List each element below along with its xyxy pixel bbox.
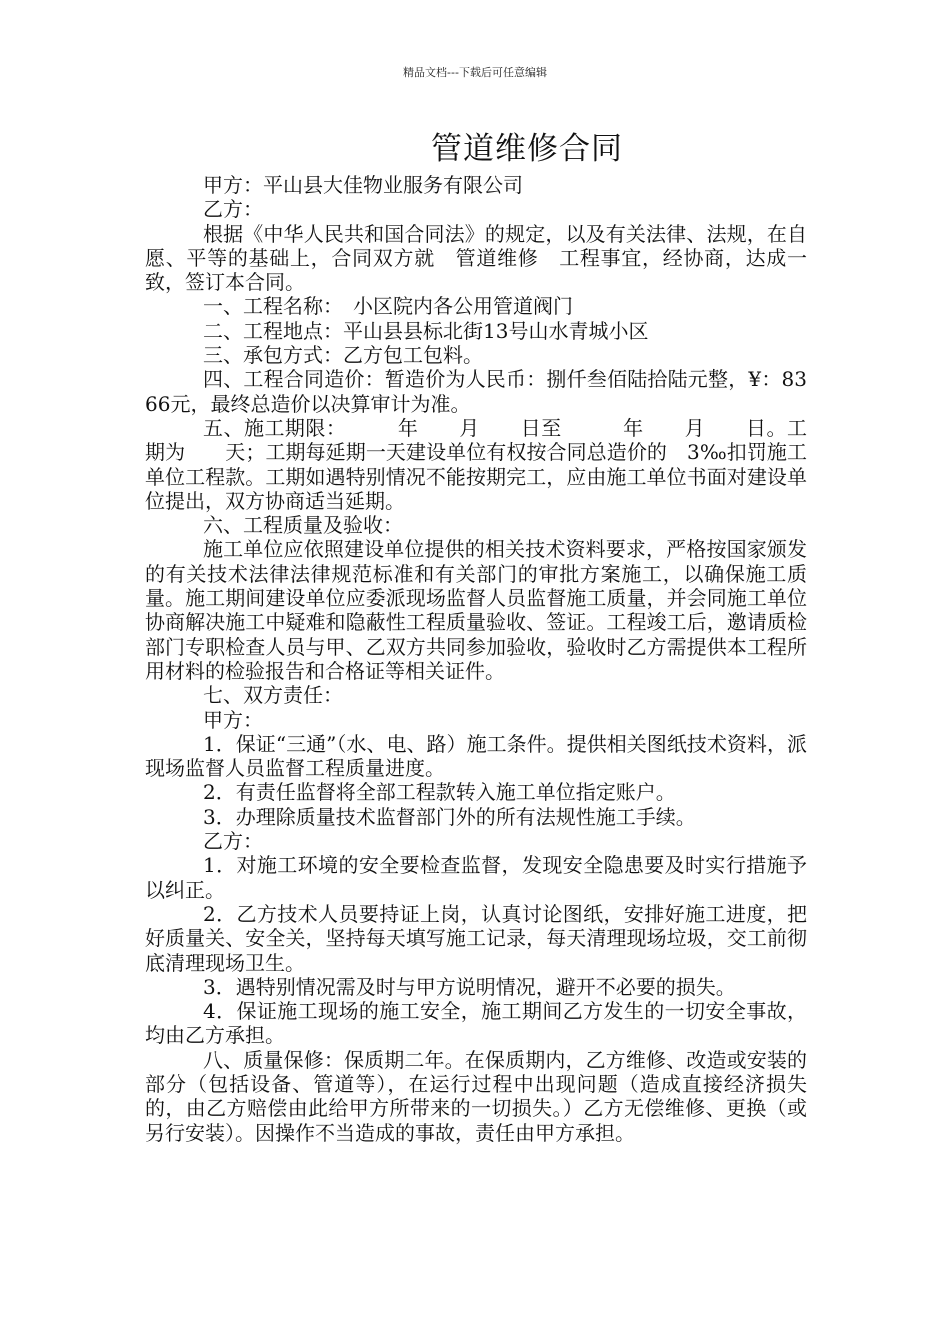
party-a-item-3: 3．办理除质量技术监督部门外的所有法规性施工手续。 (203, 804, 696, 829)
page-header-note: 精品文档---下载后可任意编辑 (403, 66, 547, 79)
clause-quality-body: 施工单位应依照建设单位提供的相关技术资料要求，严格按国家颁发的有关技术法律法律规范标准和有关部门的审批方案施工，以确保施工质量。施工期间建设单位应委派现场监督人员监督施工质量，并会同施工单位协商解决施工中疑难和隐蔽性工程质量验收、签证。工程竣工后，邀请质检部门专职检查人员与甲、乙双方共同参加验收，验收时乙方需提供本工程所用材料的检验报告和合格证等相关证件。 (145, 537, 807, 683)
party-b-line: 乙方： (203, 197, 263, 222)
contract-body (145, 173, 807, 1145)
party-b-item-4: 4．保证施工现场的施工安全，施工期间乙方发生的一切安全事故，均由乙方承担。 (145, 999, 807, 1048)
clause-construction-period: 五、施工期限： 年 月 日至 年 月 日。工期为 天；工期每延期一天建设单位有权按合同总造价的 3‰扣罚施工单位工程款。工期如遇特别情况不能按期完工，应由施工单位书面对建设单位提出，双方协商适当延期。 (145, 415, 807, 513)
clause-quality-heading: 六、工程质量及验收： (203, 513, 403, 538)
party-a-item-2: 2．有责任监督将全部工程款转入施工单位指定账户。 (203, 780, 676, 805)
party-a-line: 甲方：平山县大佳物业服务有限公司 (203, 173, 523, 197)
party-b-item-3: 3．遇特别情况需及时与甲方说明情况，避开不必要的损失。 (203, 974, 736, 999)
clause-contract-price: 四、工程合同造价：暂造价为人民币：捌仟叁佰陆拾陆元整，¥：8366元，最终总造价以决算审计为准。 (145, 367, 807, 416)
party-b-item-1: 1．对施工环境的安全要检查监督，发现安全隐患要及时实行措施予以纠正。 (145, 853, 807, 902)
party-b-item-2: 2．乙方技术人员要持证上岗，认真讨论图纸，安排好施工进度，把好质量关、安全关，坚持每天填写施工记录，每天清理现场垃圾，交工前彻底清理现场卫生。 (145, 901, 807, 975)
clause-project-name: 一、工程名称： 小区院内各公用管道阀门 (203, 294, 573, 319)
party-b-subheading: 乙方： (203, 829, 263, 854)
party-a-item-1: 1．保证“三通”（水、电、路）施工条件。提供相关图纸技术资料，派现场监督人员监督工程质量进度。 (145, 731, 807, 781)
clause-project-location: 二、工程地点：平山县县标北街13号山水青城小区 (203, 318, 649, 343)
document-title: 管道维修合同 (431, 131, 623, 167)
party-a-subheading: 甲方： (203, 707, 263, 732)
clause-warranty: 八、质量保修：保质期二年。在保质期内，乙方维修、改造或安装的部分（包括设备、管道等），在运行过程中出现问题（造成直接经济损失的，由乙方赔偿由此给甲方所带来的一切损失。）乙方无偿维修、更换（或另行安装）。因操作不当造成的事故，责任由甲方承担。 (145, 1047, 807, 1145)
clause-responsibilities-heading: 七、双方责任： (203, 683, 343, 708)
clause-contract-method: 三、承包方式：乙方包工包料。 (203, 343, 483, 368)
preamble-paragraph: 根据《中华人民共和国合同法》的规定，以及有关法律、法规，在自愿、平等的基础上，合同双方就 管道维修 工程事宜，经协商，达成一致，签订本合同。 (145, 221, 807, 295)
